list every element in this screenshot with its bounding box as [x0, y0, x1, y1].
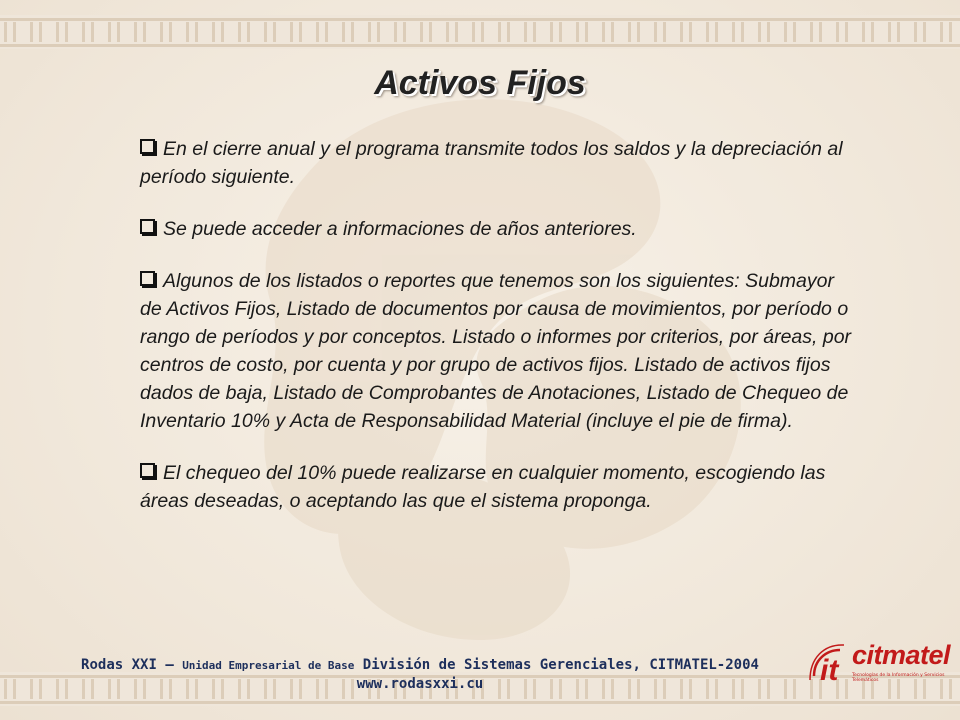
footer-brand: Rodas XXI – [81, 657, 183, 673]
logo-wordmark: citmatel [852, 640, 951, 670]
checkbox-bullet-icon [140, 139, 155, 154]
checkbox-bullet-icon [140, 463, 155, 478]
bullet-list [140, 135, 860, 539]
footer-unit: Unidad Empresarial de Base [182, 659, 355, 672]
logo-monogram: it [820, 654, 839, 687]
bullet-text: Algunos de los listados o reportes que tenemos son los siguientes: Submayor de Activos Fijos, Listado de documentos por causa de movimientos, por período o rango de períodos y por conceptos. Listado o informes por criterios, por áreas, por centros de costo, por cuenta y por grupo de activos fijos. Listado de activos fijos dados de baja, Listado de Comprobantes de Anotaciones, Listado de Chequeo de Inventario 10% y Acta de Responsabilidad Material (incluye el pie de firma). [140, 270, 852, 432]
footer-text [40, 656, 800, 694]
checkbox-bullet-icon [140, 219, 155, 234]
citmatel-logo [808, 640, 958, 690]
bullet-item [140, 267, 860, 435]
bullet-text: En el cierre anual y el programa transmite todos los saldos y la depreciación al período siguiente. [140, 138, 843, 188]
bullet-item [140, 135, 860, 191]
bullet-text: El chequeo del 10% puede realizarse en cualquier momento, escogiendo las áreas deseadas, o aceptando las que el sistema proponga. [140, 462, 826, 512]
footer-division: División de Sistemas Gerenciales, CITMATEL-2004 www.rodasxxi.cu [354, 657, 759, 692]
citmatel-logo-icon [808, 642, 854, 688]
bullet-item [140, 459, 860, 515]
slide-title: Activos Fijos [374, 64, 586, 102]
bullet-text: Se puede acceder a informaciones de años anteriores. [163, 218, 637, 240]
bullet-item [140, 215, 860, 243]
logo-tagline: Tecnologías de la Información y Servicios Telemáticos [852, 673, 945, 683]
checkbox-bullet-icon [140, 271, 155, 286]
